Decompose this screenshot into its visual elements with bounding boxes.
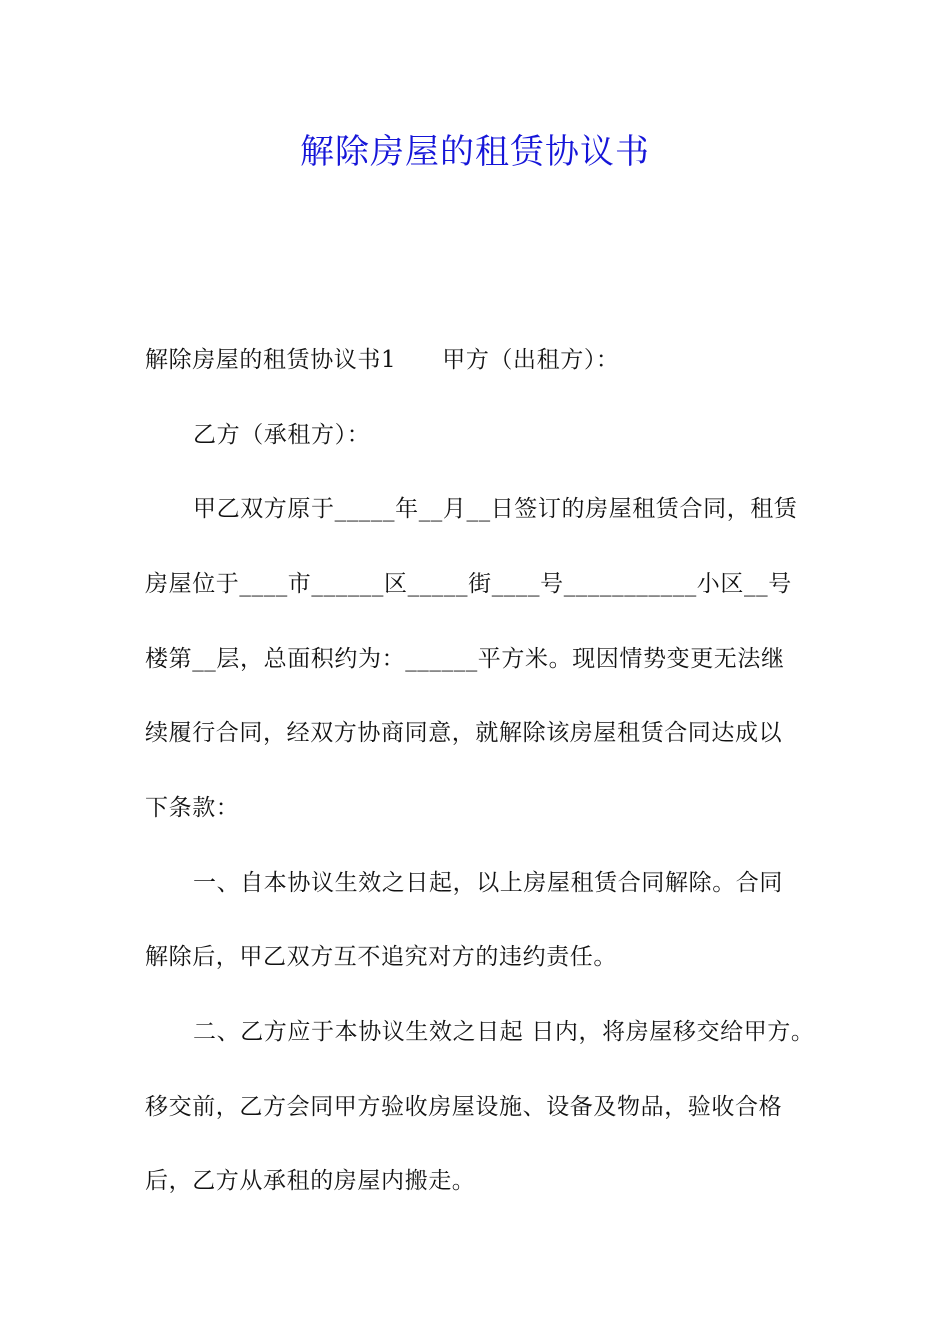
clause-line: 二、乙方应于本协议生效之日起 日内，将房屋移交给甲方。 [193,1019,815,1045]
document-title: 解除房屋的租赁协议书 [300,132,650,172]
paragraph-line: 楼第__层，总面积约为：______平方米。现因情势变更无法继 [145,646,785,672]
party-b-label: 乙方（承租方）： [193,422,371,448]
paragraph-line: 下条款： [145,795,240,821]
clause-line: 一、自本协议生效之日起，以上房屋租赁合同解除。合同 [193,870,783,896]
party-a-label: 甲方（出租方）： [442,347,620,373]
heading-line [145,344,620,376]
clause-line: 解除后，甲乙双方互不追究对方的违约责任。 [145,944,617,970]
clause-line: 后，乙方从承租的房屋内搬走。 [145,1168,476,1194]
clause-line: 移交前，乙方会同甲方验收房屋设施、设备及物品，验收合格 [145,1094,783,1120]
paragraph-line: 续履行合同，经双方协商同意，就解除该房屋租赁合同达成以 [145,720,783,746]
paragraph-line: 甲乙双方原于_____年__月__日签订的房屋租赁合同，租赁 [193,496,798,522]
paragraph-line: 房屋位于____市______区_____街____号___________小区__号 [145,571,792,597]
agreement-heading: 解除房屋的租赁协议书1 [145,347,397,373]
